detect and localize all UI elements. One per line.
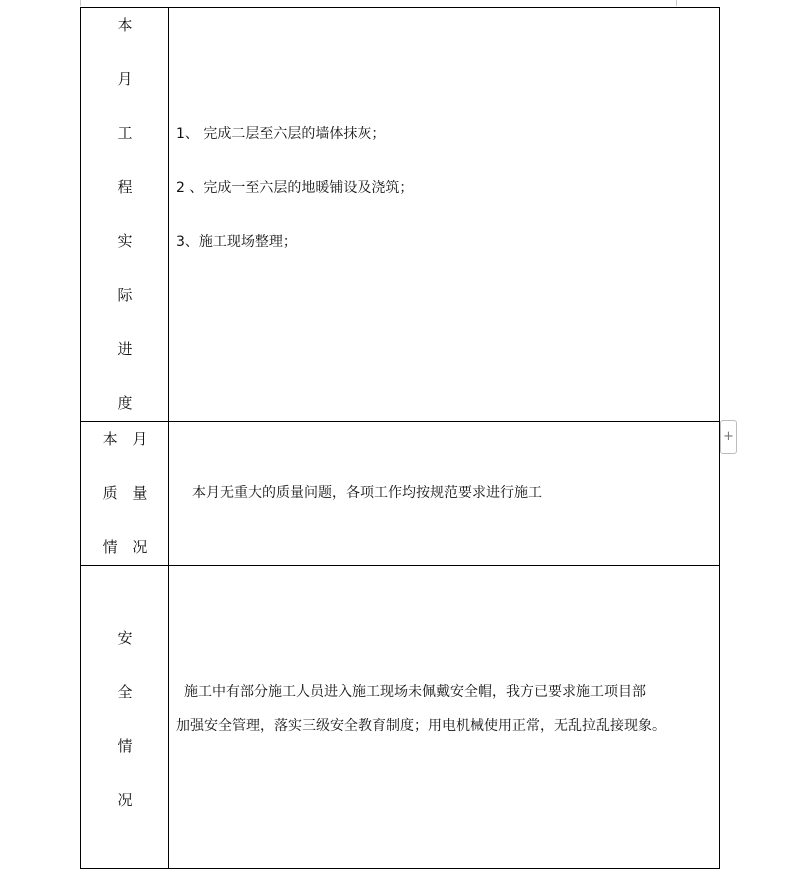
label-char: 安: [117, 629, 133, 647]
safety-text-line-2: 加强安全管理，落实三级安全教育制度；用电机械使用正常，无乱拉乱接现象。: [176, 718, 666, 734]
progress-item-1: 1、 完成二层至六层的墙体抹灰；: [176, 126, 386, 142]
label-line: 本 月: [102, 430, 153, 448]
quality-text: 本月无重大的质量问题，各项工作均按规范要求进行施工: [192, 485, 542, 501]
label-char: 度: [117, 394, 133, 412]
progress-item-2: 2 、完成一至六层的地暖铺设及浇筑；: [176, 180, 414, 196]
content-cell-progress[interactable]: [169, 8, 719, 421]
progress-item-3: 3、施工现场整理；: [176, 234, 297, 250]
label-cell-quality: [81, 422, 169, 565]
add-row-button[interactable]: [720, 420, 737, 454]
table-row-safety: [81, 566, 719, 868]
label-char: 况: [117, 791, 133, 809]
plus-icon: +: [723, 429, 734, 444]
content-cell-safety[interactable]: [169, 566, 719, 868]
progress-report-table: [80, 7, 720, 869]
label-cell-progress: [81, 8, 169, 421]
label-char: 进: [117, 340, 133, 358]
label-char: 程: [117, 178, 133, 196]
table-row-progress: [81, 8, 719, 422]
safety-text-line-1: 施工中有部分施工人员进入施工现场未佩戴安全帽，我方已要求施工项目部: [184, 684, 646, 700]
label-char: 本: [117, 16, 133, 34]
label-char: 月: [117, 70, 133, 88]
table-row-quality: [81, 422, 719, 566]
label-char: 实: [117, 232, 133, 250]
page-edge-mark-right: [676, 0, 677, 6]
label-line: 质 量: [102, 484, 153, 502]
label-char: 际: [117, 286, 133, 304]
label-char: 全: [117, 683, 133, 701]
label-char: 情: [117, 737, 133, 755]
content-cell-quality[interactable]: [169, 422, 719, 565]
page-edge-mark-left: [80, 0, 81, 6]
label-line: 情 况: [102, 538, 153, 556]
label-cell-safety: [81, 566, 169, 868]
label-char: 工: [117, 124, 133, 142]
